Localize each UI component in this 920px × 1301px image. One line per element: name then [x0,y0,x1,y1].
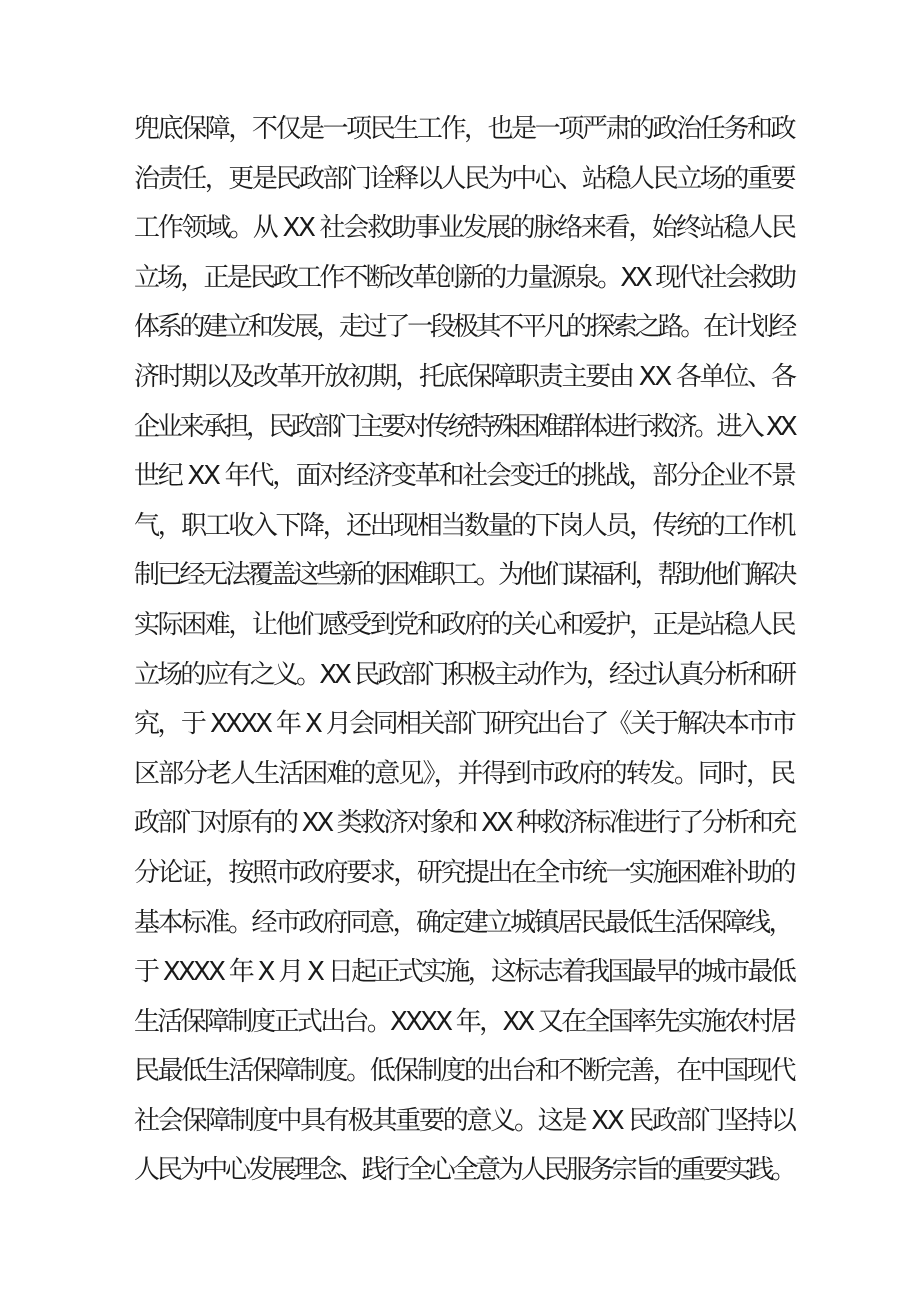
text-line-18: 于 XXXX 年 X 月 X 日起正式实施，这标志着我国最早的城市最低 [134,957,794,988]
text-line-14: 区部分老人生活困难的意见》，并得到市政府的转发。同时，民 [134,758,794,789]
text-line-5: 体系的建立和发展，走过了一段极其不平凡的探索之路。在计划经 [134,312,794,343]
text-line-15: 政部门对原有的 XX 类救济对象和 XX 种救济标准进行了分析和充 [134,808,794,839]
text-line-8: 世纪 XX 年代，面对经济变革和社会变迁的挑战，部分企业不景 [134,461,795,492]
text-line-10: 制已经无法覆盖这些新的困难职工。为他们谋福利，帮助他们解决 [134,560,794,591]
body-paragraph [134,105,794,1196]
text-line-16: 分论证，按照市政府要求，研究提出在全市统一实施困难补助的 [134,857,794,888]
text-line-17: 基本标准。经市政府同意，确定建立城镇居民最低生活保障线， [134,907,793,938]
text-line-13: 究，于 XXXX 年 X 月会同相关部门研究出台了《关于解决本市市 [134,709,794,740]
text-line-2: 治责任，更是民政部门诠释以人民为中心、站稳人民立场的重要 [134,163,794,194]
text-line-3: 工作领域。从 XX 社会救助事业发展的脉络来看，始终站稳人民 [134,213,795,244]
text-line-11: 实际困难，让他们感受到党和政府的关心和爱护，正是站稳人民 [134,609,794,640]
text-line-9: 气，职工收入下降，还出现相当数量的下岗人员，传统的工作机 [134,510,794,541]
text-line-6: 济时期以及改革开放初期，托底保障职责主要由 XX 各单位、各 [134,361,795,392]
text-line-7: 企业来承担，民政部门主要对传统特殊困难群体进行救济。进入 XX [134,411,794,442]
text-line-20: 民最低生活保障制度。低保制度的出台和不断完善，在中国现代 [134,1056,794,1087]
text-line-1: 兜底保障，不仅是一项民生工作，也是一项严肃的政治任务和政 [134,114,794,144]
text-line-22: 人民为中心发展理念、践行全心全意为人民服务宗旨的重要实践。 [134,1155,794,1186]
text-line-21: 社会保障制度中具有极其重要的意义。这是 XX 民政部门坚持以 [134,1105,795,1136]
text-line-4: 立场，正是民政工作不断改革创新的力量源泉。XX 现代社会救助 [134,262,794,293]
text-line-19: 生活保障制度正式出台。XXXX 年，XX 又在全国率先实施农村居 [134,1006,794,1037]
text-line-12: 立场的应有之义。XX 民政部门积极主动作为，经过认真分析和研 [134,659,794,690]
